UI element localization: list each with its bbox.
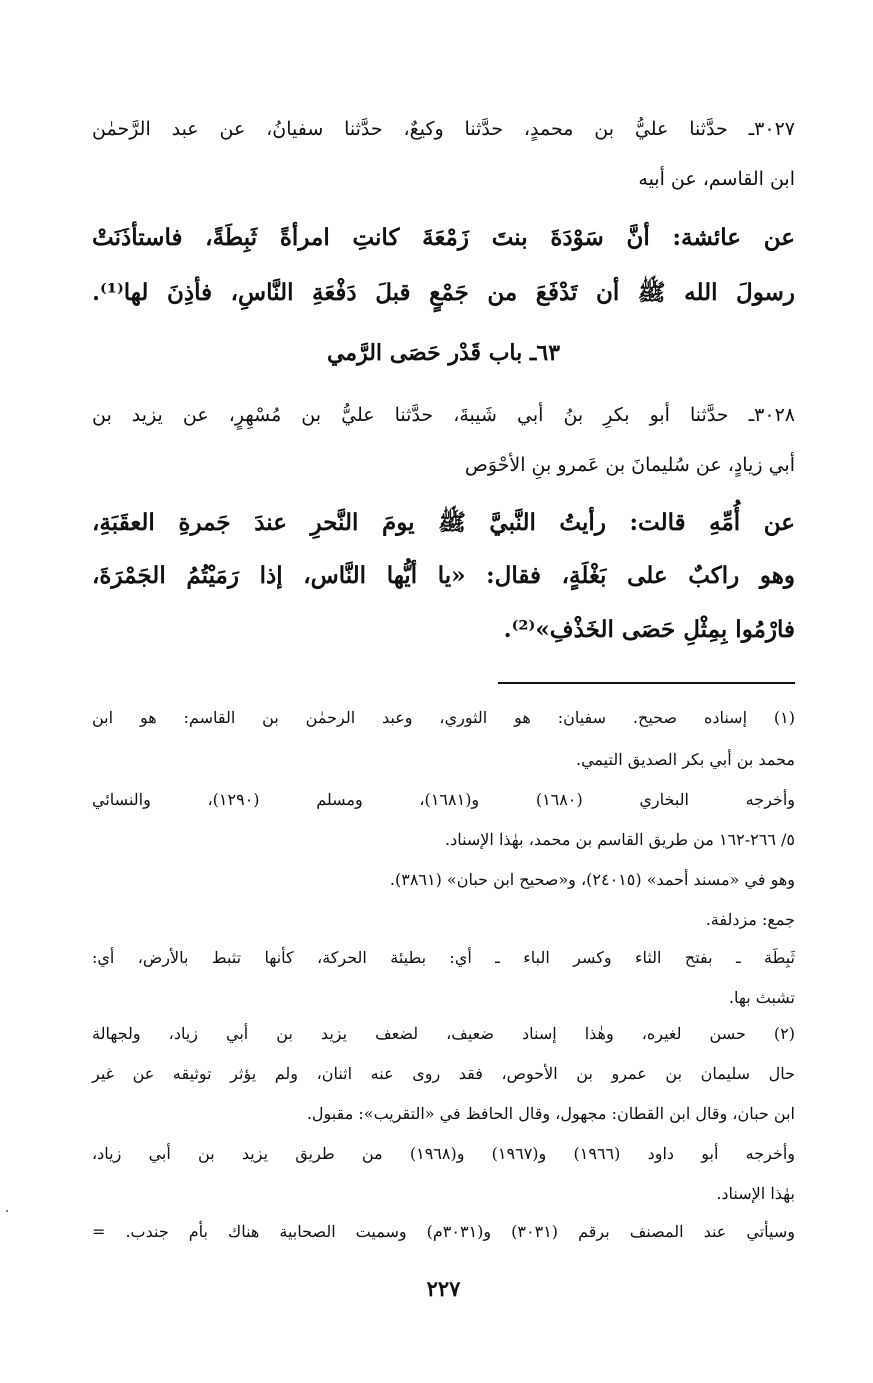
footnote-1-line-7: ثَبِطَة ـ بفتح الثاء وكسر الباء ـ أي: بطيئة الحركة، كأنها تثبط بالأرض، أي: (92, 948, 795, 967)
hadith-3028-isnad-line-1: ٣٠٢٨ـ حدَّثنا أبو بكرِ بنُ أبي شَيبةَ، حدَّثنا عليُّ بن مُسْهِرٍ، عن يزيد بن (92, 404, 795, 426)
book-page (92, 0, 795, 1383)
hadith-3027-matn-line-1: عن عائشة: أنَّ سَوْدَةَ بنتَ زَمْعَةَ كانتِ امرأةً ثَبِطَةً، فاستأذَنَتْ (92, 224, 795, 251)
chapter-heading: ٦٣ـ باب قَدْر حَصَى الرَّمي (326, 340, 561, 366)
footnote-1-line-2: محمد بن أبي بكر الصديق التيمي. (576, 750, 795, 769)
hadith-3027-isnad-line-2: ابن القاسم، عن أبيه (638, 168, 795, 190)
scan-speck (6, 1210, 8, 1212)
footnote-2-line-6: وسيأتي عند المصنف برقم (٣٠٣١) و(٣٠٣١م) وسميت الصحابية هناك بأم جندب. = (92, 1222, 796, 1241)
footnote-1-line-8: تشبث بها. (728, 988, 795, 1007)
footnote-1-line-3: وأخرجه البخاري (١٦٨٠) و(١٦٨١)، ومسلم (١٢٩٠)، والنسائي (92, 790, 796, 809)
hadith-3027-isnad-line-1: ٣٠٢٧ـ حدَّثنا عليُّ بن محمدٍ، حدَّثنا وكيعٌ، حدَّثنا سفيانُ، عن عبد الرَّحمٰن (92, 118, 795, 140)
footnote-1-line-6: جمع: مزدلفة. (705, 910, 795, 929)
footnote-2-line-2: حال سليمان بن عمرو بن الأحوص، فقد روى عنه اثنان، ولم يؤثر توثيقه عن غير (92, 1064, 795, 1083)
footnote-1-line-4: ٥/ ٢٦٦-١٦٢ من طريق القاسم بن محمد، بهٰذا الإسناد. (444, 830, 795, 849)
hadith-3028-matn-line-2: وهو راكبٌ على بَغْلَةٍ، فقال: «يا أيُّها النَّاس، إذا رَمَيْتُمُ الجَمْرَةَ، (92, 562, 795, 589)
footnote-separator (498, 682, 795, 684)
footnote-1-line-5: وهو في «مسند أحمد» (٢٤٠١٥)، و«صحيح ابن حبان» (٣٨٦١). (389, 870, 795, 889)
hadith-3028-matn-line-1: عن أُمِّهِ قالت: رأيتُ النَّبيَّ ﷺ يومَ النَّحرِ عندَ جَمرةِ العقَبَةِ، (92, 509, 795, 536)
footnote-1-line-1: (١) إسناده صحيح. سفيان: هو الثوري، وعبد الرحمٰن بن القاسم: هو ابن (92, 708, 795, 727)
hadith-3028-matn-line-3: فارْمُوا بِمِثْلِ حَصَى الخَذْفِ»⁽²⁾. (503, 616, 795, 643)
footnote-2-line-1: (٢) حسن لغيره، وهٰذا إسناد ضعيف، لضعف يزيد بن أبي زياد، ولجهالة (92, 1024, 795, 1043)
footnote-2-line-5: بهٰذا الإسناد. (716, 1184, 795, 1203)
footnote-2-line-4: وأخرجه أبو داود (١٩٦٦) و(١٩٦٧) و(١٩٦٨) من طريق يزيد بن أبي زياد، (92, 1144, 796, 1163)
page-number: ٢٢٧ (426, 1276, 461, 1301)
hadith-3027-matn-line-2: رسولَ الله ﷺ أن تَدْفَعَ من جَمْعٍ قبلَ دَفْعَةِ النَّاسِ، فأذِنَ لها⁽¹⁾. (92, 279, 795, 306)
hadith-3028-isnad-line-2: أبي زيادٍ، عن سُليمانَ بن عَمرو بنِ الأحْوَص (464, 454, 795, 476)
footnote-2-line-3: ابن حبان، وقال ابن القطان: مجهول، وقال الحافظ في «التقريب»: مقبول. (306, 1104, 795, 1123)
